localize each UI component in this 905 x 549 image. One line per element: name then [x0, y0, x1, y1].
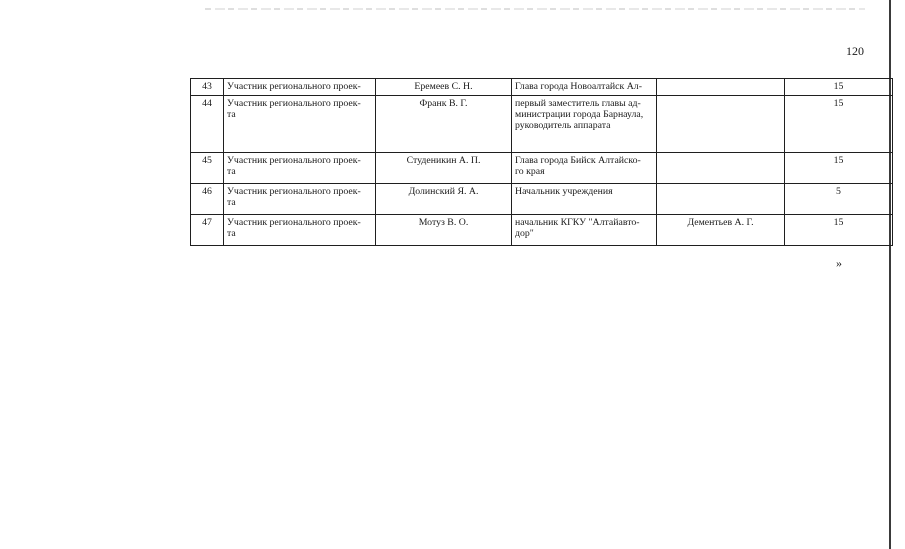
row-position: Глава города Новоалтайск Ал- — [512, 79, 657, 96]
row-role: Участник регионального проек- — [224, 79, 376, 96]
row-points: 15 — [785, 153, 893, 184]
row-number: 45 — [191, 153, 224, 184]
row-role: Участник регионального проек- та — [224, 184, 376, 215]
row-points: 15 — [785, 79, 893, 96]
table-row — [191, 184, 893, 215]
table-row — [191, 153, 893, 184]
row-replacement — [657, 79, 785, 96]
row-name: Мотуз В. О. — [376, 215, 512, 246]
row-replacement — [657, 153, 785, 184]
row-points: 5 — [785, 184, 893, 215]
table-row — [191, 215, 893, 246]
scan-artifact-top — [205, 8, 865, 10]
table-row — [191, 96, 893, 153]
row-position: Начальник учреждения — [512, 184, 657, 215]
row-name: Долинский Я. А. — [376, 184, 512, 215]
row-number: 47 — [191, 215, 224, 246]
row-number: 43 — [191, 79, 224, 96]
row-points: 15 — [785, 96, 893, 153]
row-position: первый заместитель главы ад- министрации города Барнаула, руководитель аппарата — [512, 96, 657, 153]
row-replacement: Дементьев А. Г. — [657, 215, 785, 246]
row-number: 44 — [191, 96, 224, 153]
row-replacement — [657, 184, 785, 215]
closing-quote-mark: » — [836, 256, 842, 270]
table-row — [191, 79, 893, 96]
row-position: начальник КГКУ "Алтайавто- дор" — [512, 215, 657, 246]
row-role: Участник регионального проек- та — [224, 215, 376, 246]
row-role: Участник регионального проек- та — [224, 96, 376, 153]
participants-table — [190, 78, 893, 246]
row-name: Студеникин А. П. — [376, 153, 512, 184]
row-role: Участник регионального проек- та — [224, 153, 376, 184]
row-points: 15 — [785, 215, 893, 246]
row-name: Еремеев С. Н. — [376, 79, 512, 96]
row-position: Глава города Бийск Алтайско- го края — [512, 153, 657, 184]
row-number: 46 — [191, 184, 224, 215]
row-replacement — [657, 96, 785, 153]
row-name: Франк В. Г. — [376, 96, 512, 153]
page-number: 120 — [846, 44, 864, 58]
